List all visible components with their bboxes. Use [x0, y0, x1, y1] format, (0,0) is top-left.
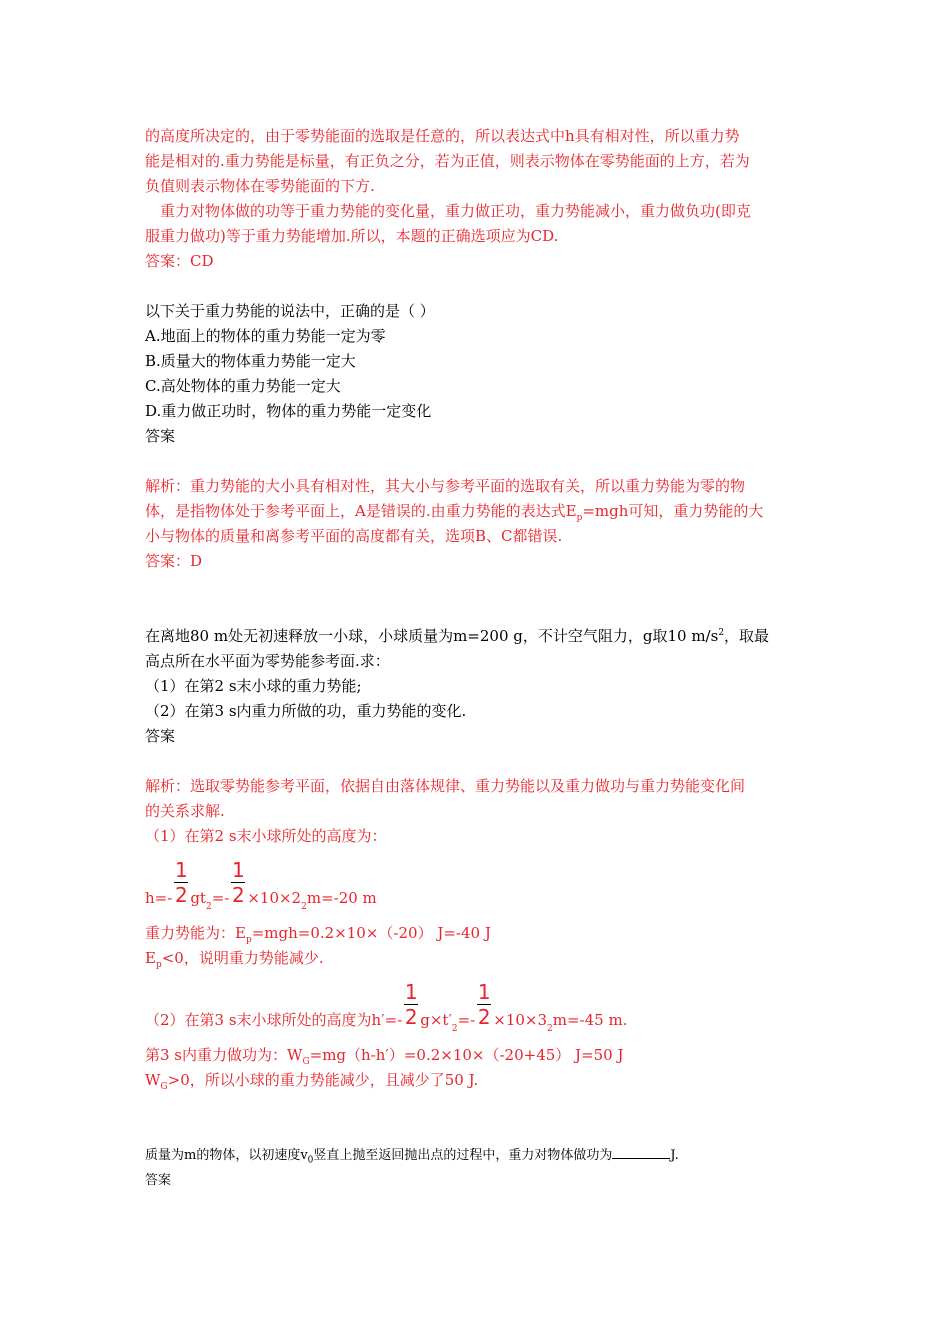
fraction-one-half: $\frac{1}{2}$: [404, 980, 418, 1029]
question-stem: 在离地80 m处无初速释放一小球，小球质量为m=200 g，不计空气阻力，g取10 $m/s^2$，取最: [145, 627, 770, 645]
fraction-one-half: $\frac{1}{2}$: [231, 858, 245, 907]
text-line: $W_G>0$，所以小球的重力势能减少，且减少了50 J.: [145, 1071, 479, 1092]
text-line: 小与物体的质量和离参考平面的高度都有关，选项B、C都错误.: [145, 527, 563, 545]
text-line: 解析：重力势能的大小具有相对性，其大小与参考平面的选取有关，所以重力势能为零的物: [145, 477, 746, 495]
sub-question-1: （1）在第2 s末小球的重力势能;: [145, 677, 362, 695]
equation-height-3s: （2）在第3 s末小球所处的高度为h′=- $\frac{1}{2}$ g×t′ 2 =- $\frac{1}{2}$ ×10×3 2 m=-45 m.: [145, 980, 628, 1034]
text-line: 重力对物体做的功等于重力势能的变化量，重力做正功，重力势能减小，重力做负功(即克: [160, 202, 751, 220]
answer-label: 答案: [145, 427, 176, 445]
text-line: 解析：选取零势能参考平面，依据自由落体规律、重力势能以及重力做功与重力势能变化间: [145, 777, 746, 795]
text-line: 负值则表示物体在零势能面的下方.: [145, 177, 375, 195]
answer-line: 答案：CD: [145, 252, 214, 270]
equation-height-2s: h=- $\frac{1}{2}$ gt 2 =- $\frac{1}{2}$ ×10×2 2 m=-20 m: [145, 858, 377, 912]
text-line: $E_p<0$，说明重力势能减少.: [145, 949, 324, 970]
text-line: 的高度所决定的，由于零势能面的选取是任意的，所以表达式中h具有相对性，所以重力势: [145, 127, 740, 145]
text-line: （1）在第2 s末小球所处的高度为：: [145, 827, 387, 845]
answer-line: 答案：D: [145, 552, 203, 570]
text-line: 体，是指物体处于参考平面上，A是错误的.由重力势能的表达式$E_p=mgh$可知，重力势能的大: [145, 502, 764, 523]
explanation: [145, 774, 810, 1093]
question-1: [145, 299, 810, 574]
question-2: [145, 624, 810, 1093]
question-stem: 质量为m的物体，以初速度$v_0$竖直上抛至返回抛出点的过程中，重力对物体做功为 J.: [145, 1143, 810, 1168]
answer-blank[interactable]: [612, 1145, 670, 1159]
text-line: 重力势能为：$E_p=mgh=0.2\times 10\times(-20)$ J=-40 J: [145, 924, 491, 945]
text-line: 第3 s内重力做功为：$W_G=mg(h-h')=0.2\times 10\times(-20+45)$ J=50 J: [145, 1046, 624, 1067]
text-line: 能是相对的.重力势能是标量，有正负之分，若为正值，则表示物体在零势能面的上方，若为: [145, 152, 750, 170]
prev-explanation: [145, 124, 810, 274]
answer-label: 答案: [145, 727, 176, 745]
document-page: [145, 124, 810, 1193]
question-3: [145, 1143, 810, 1193]
option-c: C.高处物体的重力势能一定大: [145, 377, 341, 395]
text-line: 的关系求解.: [145, 802, 225, 820]
option-b: B.质量大的物体重力势能一定大: [145, 352, 356, 370]
text-line: 服重力做功)等于重力势能增加.所以，本题的正确选项应为CD.: [145, 227, 559, 245]
question-stem: 以下关于重力势能的说法中，正确的是（ ）: [145, 302, 435, 320]
fraction-one-half: $\frac{1}{2}$: [174, 858, 188, 907]
answer-label: 答案: [145, 1173, 172, 1188]
explanation: [145, 474, 810, 574]
option-d: D.重力做正功时，物体的重力势能一定变化: [145, 402, 432, 420]
option-a: A.地面上的物体的重力势能一定为零: [145, 327, 386, 345]
question-stem: 高点所在水平面为零势能参考面.求：: [145, 652, 390, 670]
fraction-one-half: $\frac{1}{2}$: [477, 980, 491, 1029]
sub-question-2: （2）在第3 s内重力所做的功，重力势能的变化.: [145, 702, 467, 720]
